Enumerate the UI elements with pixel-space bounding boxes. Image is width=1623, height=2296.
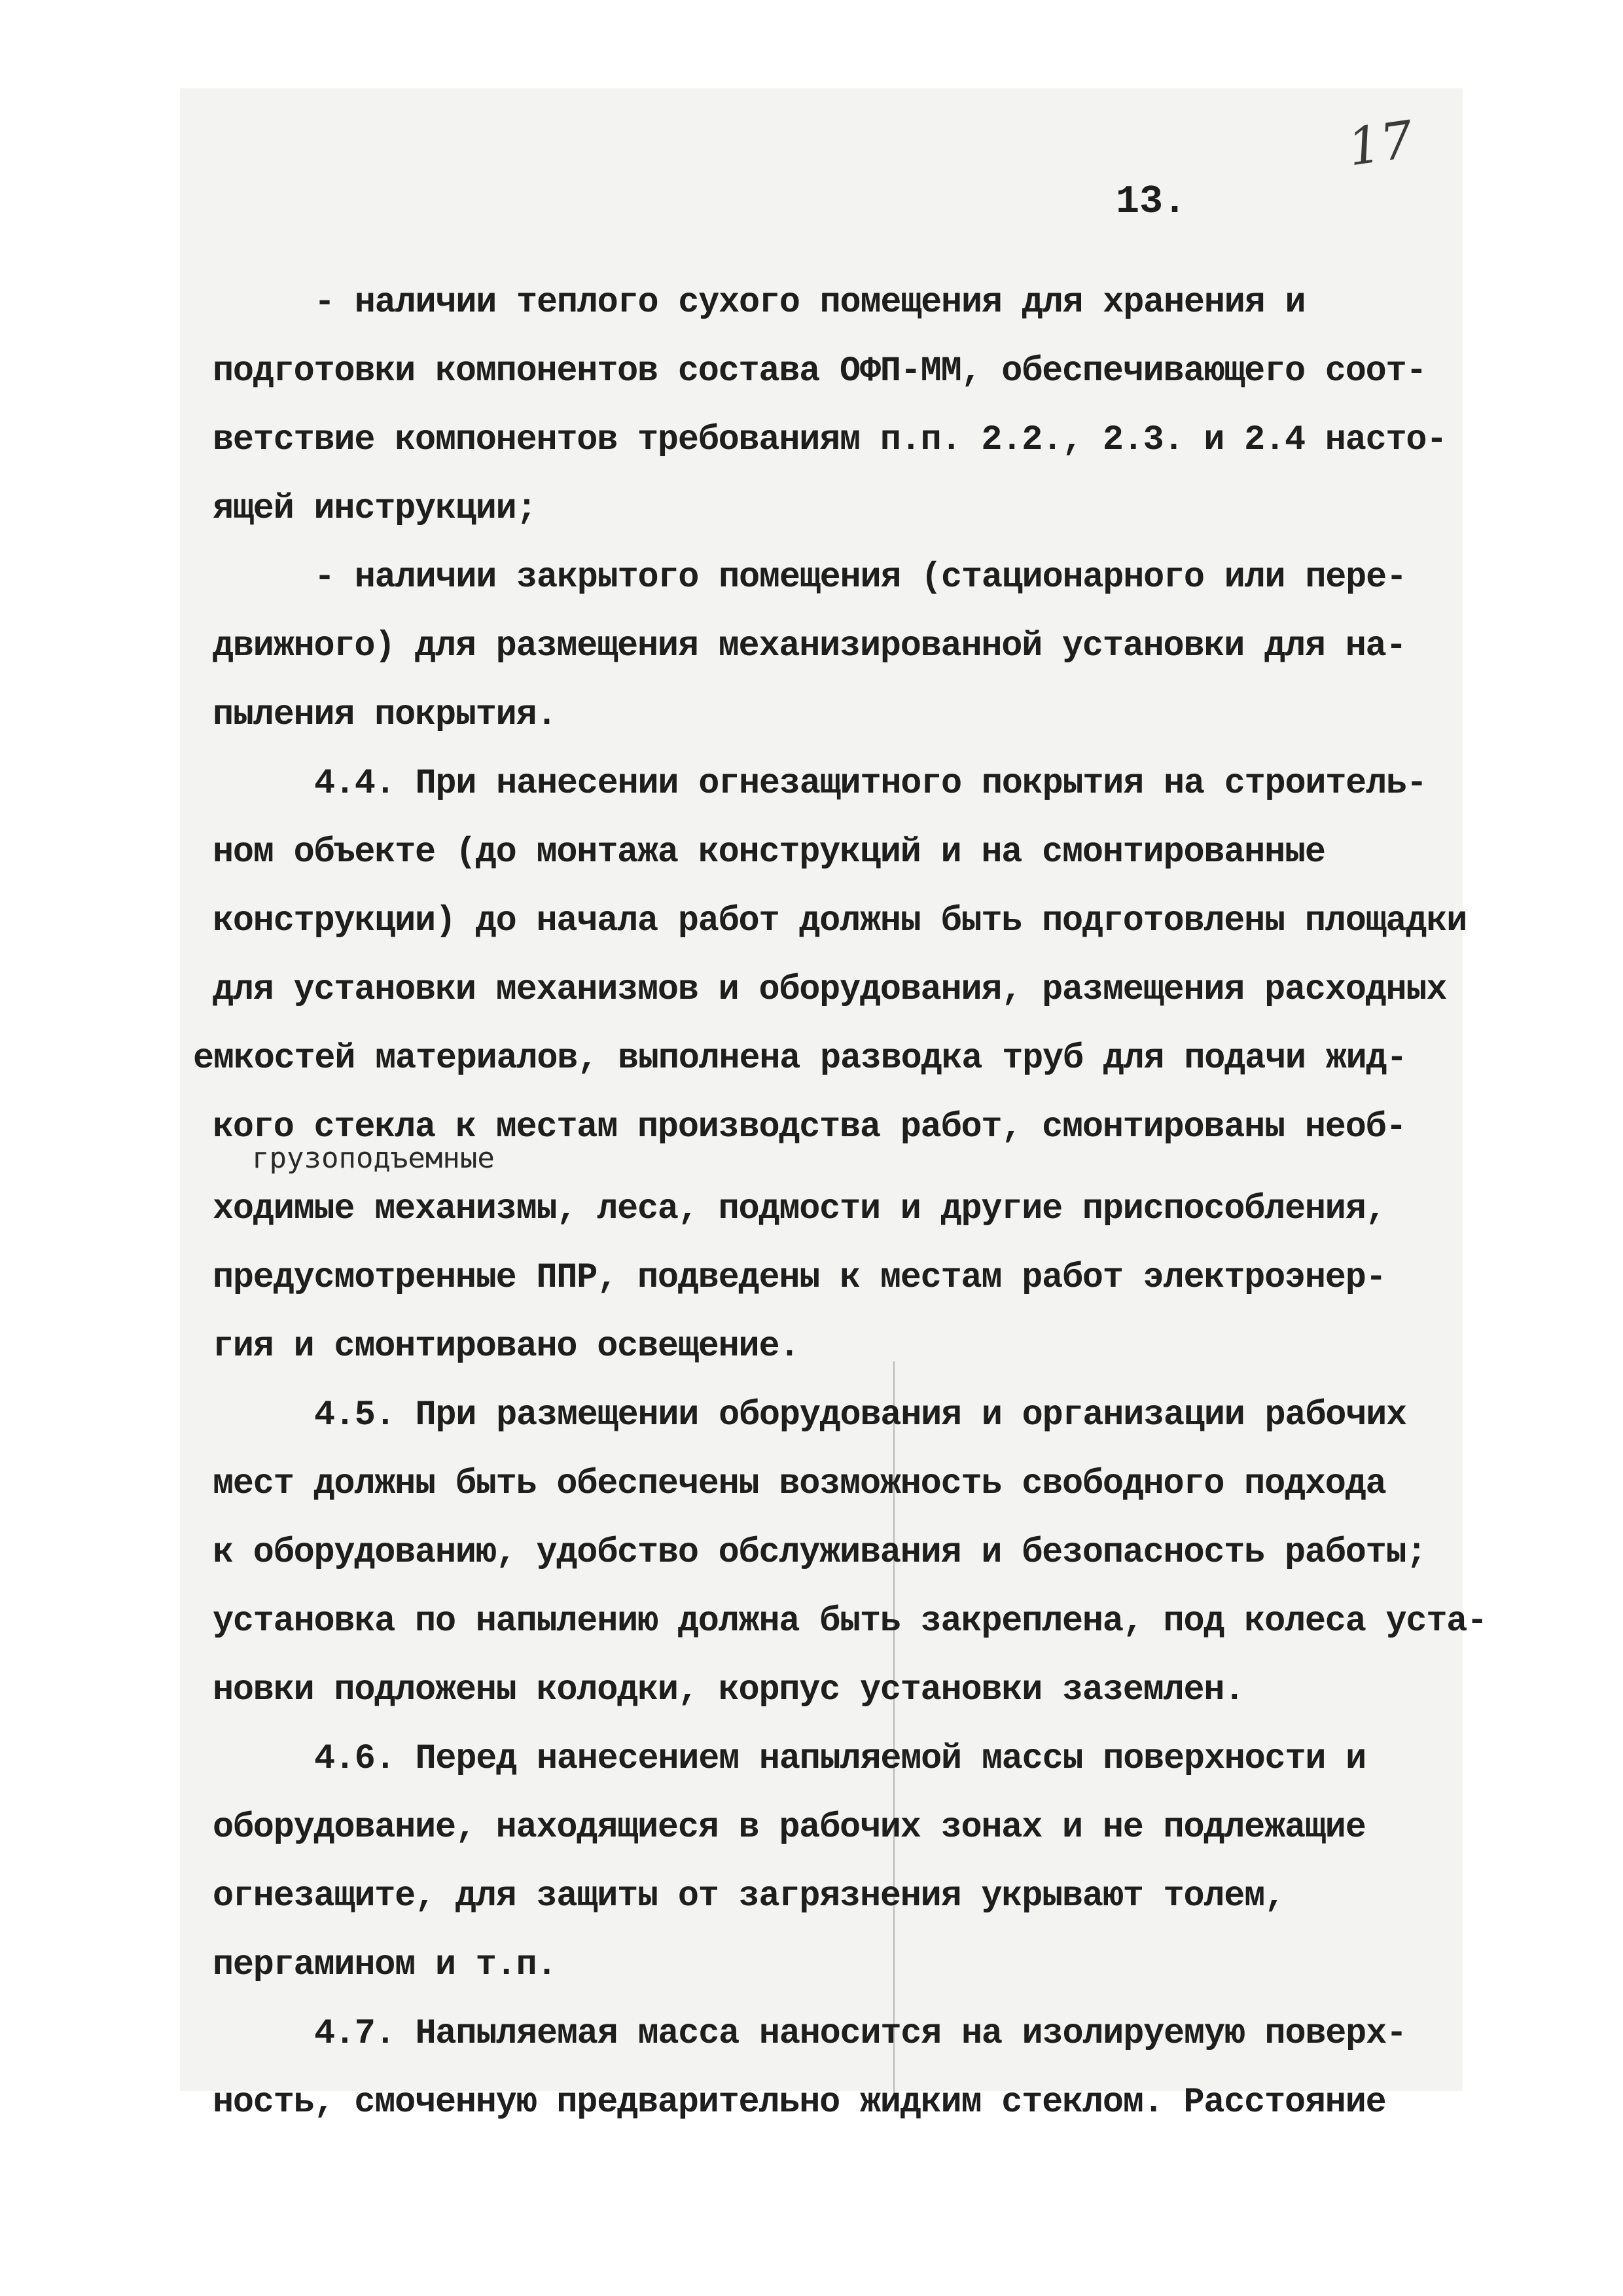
text-line: ящей инструкции;: [213, 489, 537, 529]
text-line: подготовки компонентов состава ОФП-ММ, обеспечивающего соот-: [213, 351, 1427, 391]
text-line: установка по напылению должна быть закреплена, под колеса уста-: [213, 1602, 1488, 1641]
paragraph-4-7-start: 4.7. Напыляемая масса наносится на изолируемую поверх-: [314, 2014, 1406, 2054]
text-line: огнезащите, для защиты от загрязнения укрывают толем,: [213, 1876, 1285, 1916]
text-line: пыления покрытия.: [213, 695, 557, 735]
text-line: емкостей материалов, выполнена разводка труб для подачи жид-: [193, 1039, 1407, 1079]
text-line: мест должны быть обеспечены возможность свободного подхода: [213, 1464, 1386, 1504]
text-line: предусмотренные ППР, подведены к местам работ электроэнер-: [213, 1258, 1386, 1298]
text-line: движного) для размещения механизированной установки для на-: [213, 626, 1406, 666]
document-body: [193, 268, 1488, 2137]
text-line: оборудование, находящиеся в рабочих зонах и не подлежащие: [213, 1808, 1366, 1848]
text-line: пергамином и т.п.: [213, 1945, 557, 1985]
paragraph-4-6-start: 4.6. Перед нанесением напыляемой массы поверхности и: [314, 1739, 1366, 1779]
text-line: ность, смоченную предварительно жидким стеклом. Расстояние: [213, 2083, 1386, 2123]
text-line: - наличии теплого сухого помещения для хранения и: [314, 283, 1306, 323]
text-line: конструкции) до начала работ должны быть подготовлены площадки: [213, 901, 1467, 941]
text-line: к оборудованию, удобство обслуживания и безопасность работы;: [213, 1533, 1427, 1573]
handwritten-sheet-number: 17: [1344, 110, 1418, 178]
paragraph-4-4-start: 4.4. При нанесении огнезащитного покрытия на строитель-: [314, 764, 1427, 804]
page-number: 13.: [1116, 180, 1187, 224]
text-line: ном объекте (до монтажа конструкций и на смонтированные: [213, 833, 1325, 872]
text-line: - наличии закрытого помещения (стационарного или пере-: [314, 558, 1406, 598]
text-line: новки подложены колодки, корпус установки заземлен.: [213, 1670, 1245, 1710]
text-line: для установки механизмов и оборудования, размещения расходных: [213, 970, 1447, 1010]
text-line: ходимые механизмы, леса, подмости и другие приспособления,: [213, 1189, 1386, 1229]
text-line: кого стекла к местам производства работ, смонтированы необ-: [213, 1107, 1406, 1147]
text-line: ветствие компонентов требованиям п.п. 2.2., 2.3. и 2.4 насто-: [213, 420, 1447, 460]
paragraph-4-5-start: 4.5. При размещении оборудования и организации рабочих: [314, 1395, 1406, 1435]
handwritten-insertion: грузоподъемные: [252, 1141, 495, 1175]
text-line: гия и смонтировано освещение.: [213, 1327, 800, 1367]
